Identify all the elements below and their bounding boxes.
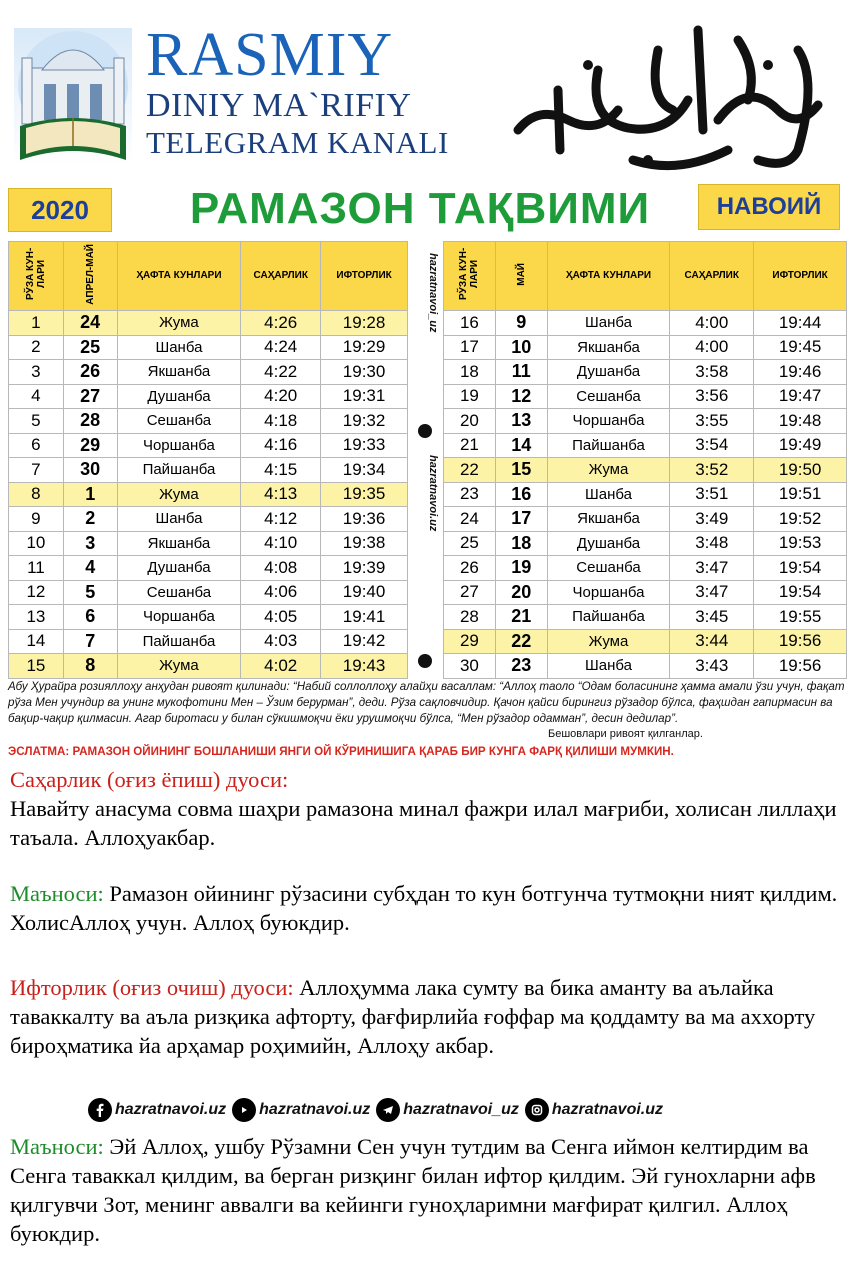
cell-fast-day: 9: [9, 507, 64, 532]
table-row: [444, 629, 847, 654]
cell-sahar: 4:02: [241, 654, 321, 679]
col-header-fast-day: РЎЗА КУН-ЛАРИ: [9, 242, 64, 311]
cell-weekday: Якшанба: [547, 335, 670, 360]
cell-iftor: 19:36: [321, 507, 408, 532]
cell-sahar: 3:49: [670, 507, 754, 532]
brand-block: [146, 21, 476, 160]
cell-sahar: 3:56: [670, 384, 754, 409]
table-row: [444, 433, 847, 458]
cell-weekday: Якшанба: [547, 507, 670, 532]
cell-iftor: 19:28: [321, 311, 408, 336]
sahar-dua-text: Навайту анасума совма шаҳри рамазона минал фажри илал мағриби, холисан лиллаҳи таъала. Аллоҳуакбар.: [10, 796, 837, 850]
cell-iftor: 19:56: [754, 629, 847, 654]
cell-fast-day: 30: [444, 654, 496, 679]
table-row: [444, 531, 847, 556]
table-row: [444, 482, 847, 507]
cell-date: 4: [63, 556, 117, 581]
cell-weekday: Чоршанба: [547, 580, 670, 605]
calendar-table-right: [443, 241, 847, 679]
cell-iftor: 19:31: [321, 384, 408, 409]
cell-weekday: Душанба: [547, 531, 670, 556]
iftor-dua-text: Аллоҳумма лака сумту ва бика аманту ва аълайка таваккалту ва аъла ризқика афторту, фағфирлийа ғоффар ма қоддамту ва ма аххорту бироҳматика йа арҳамар роҳимийн, Аллоҳу акбар.: [10, 975, 816, 1058]
cell-sahar: 4:06: [241, 580, 321, 605]
table-row: [9, 580, 408, 605]
cell-sahar: 3:51: [670, 482, 754, 507]
cell-fast-day: 19: [444, 384, 496, 409]
cell-date: 15: [495, 458, 547, 483]
cell-date: 21: [495, 605, 547, 630]
social-instagram[interactable]: [525, 1098, 663, 1122]
cell-date: 22: [495, 629, 547, 654]
table-row: [9, 433, 408, 458]
cell-fast-day: 20: [444, 409, 496, 434]
hadith-source: Бешовлари ривоят қилганлар.: [548, 728, 703, 740]
cell-date: 16: [495, 482, 547, 507]
cell-date: 1: [63, 482, 117, 507]
social-links-row: [88, 1093, 788, 1127]
cell-sahar: 4:10: [241, 531, 321, 556]
cell-sahar: 4:05: [241, 605, 321, 630]
cell-sahar: 4:24: [241, 335, 321, 360]
cell-fast-day: 15: [9, 654, 64, 679]
table-row: [9, 384, 408, 409]
cell-fast-day: 11: [9, 556, 64, 581]
social-youtube[interactable]: [232, 1098, 370, 1122]
cell-sahar: 3:58: [670, 360, 754, 385]
cell-weekday: Шанба: [547, 654, 670, 679]
cell-sahar: 4:16: [241, 433, 321, 458]
table-row: [9, 360, 408, 385]
social-facebook[interactable]: [88, 1098, 226, 1122]
cell-weekday: Пайшанба: [547, 433, 670, 458]
cell-weekday: Пайшанба: [117, 629, 241, 654]
cell-fast-day: 7: [9, 458, 64, 483]
cell-weekday: Сешанба: [117, 409, 241, 434]
cell-sahar: 3:55: [670, 409, 754, 434]
telegram-icon: [376, 1098, 400, 1122]
cell-date: 24: [63, 311, 117, 336]
hadith-text: Абу Ҳурайра розияллоҳу анҳудан ривоят қилинади: “Набий соллоллоҳу алайҳи васаллам: “Аллоҳ таоло “Одам боласининг ҳамма амали ўзи учун, фақат рўза Мен учундир ва унинг мукофотини Мен – Ўзим берурман”, деди. Рўза сақловчидир. Қачон қайси бирингиз рўзадор бўлса, фаҳшдан гапирмасин ва бақир-чақир қилмасин. Агар биротаси у билан сўкишмоқчи ёки урушмоқчи бўлса, “Мен рўзадор одамман”, десин дедилар”.: [8, 680, 845, 725]
cell-date: 13: [495, 409, 547, 434]
cell-weekday: Сешанба: [547, 384, 670, 409]
side-handle-b: hazratnavoi.uz: [427, 455, 439, 532]
iftor-meaning: [10, 1132, 846, 1248]
cell-date: 8: [63, 654, 117, 679]
youtube-icon: [232, 1098, 256, 1122]
cell-sahar: 4:20: [241, 384, 321, 409]
cell-weekday: Чоршанба: [117, 605, 241, 630]
cell-iftor: 19:44: [754, 311, 847, 336]
table-row: [444, 384, 847, 409]
calendar-note: ЭСЛАТМА: РАМАЗОН ОЙИНИНГ БОШЛАНИШИ ЯНГИ ОЙ КЎРИНИШИГА ҚАРАБ БИР КУНГА ФАРҚ ҚИЛИШИ МУМКИН.: [8, 745, 674, 758]
cell-iftor: 19:49: [754, 433, 847, 458]
table-row: [9, 482, 408, 507]
cell-iftor: 19:54: [754, 556, 847, 581]
brand-line-3: TELEGRAM KANALI: [146, 125, 449, 160]
cell-sahar: 3:52: [670, 458, 754, 483]
table-row: [444, 507, 847, 532]
col-header-sahar: САҲАРЛИК: [241, 242, 321, 311]
cell-weekday: Душанба: [117, 556, 241, 581]
col-header-date: АПРЕЛ-МАЙ: [63, 242, 117, 311]
table-row: [444, 360, 847, 385]
table-row: [444, 311, 847, 336]
year-badge: 2020: [8, 188, 112, 232]
cell-weekday: Жума: [117, 654, 241, 679]
cell-fast-day: 2: [9, 335, 64, 360]
cell-weekday: Жума: [547, 629, 670, 654]
telegram-icon: [418, 424, 432, 438]
cell-iftor: 19:45: [754, 335, 847, 360]
table-row: [9, 311, 408, 336]
col-header-weekday: ҲАФТА КУНЛАРИ: [117, 242, 241, 311]
ramadan-karim-calligraphy: [498, 10, 843, 182]
cell-iftor: 19:46: [754, 360, 847, 385]
cell-iftor: 19:56: [754, 654, 847, 679]
cell-fast-day: 16: [444, 311, 496, 336]
cell-fast-day: 22: [444, 458, 496, 483]
iftor-dua: [10, 973, 846, 1060]
cell-sahar: 3:45: [670, 605, 754, 630]
table-row: [9, 335, 408, 360]
cell-date: 5: [63, 580, 117, 605]
cell-fast-day: 3: [9, 360, 64, 385]
cell-date: 10: [495, 335, 547, 360]
table-row: [444, 605, 847, 630]
cell-weekday: Пайшанба: [547, 605, 670, 630]
table-row: [9, 654, 408, 679]
col-header-weekday: ҲАФТА КУНЛАРИ: [547, 242, 670, 311]
cell-weekday: Пайшанба: [117, 458, 241, 483]
cell-iftor: 19:38: [321, 531, 408, 556]
cell-iftor: 19:34: [321, 458, 408, 483]
cell-date: 20: [495, 580, 547, 605]
facebook-icon: [88, 1098, 112, 1122]
cell-sahar: 4:26: [241, 311, 321, 336]
cell-sahar: 4:13: [241, 482, 321, 507]
cell-fast-day: 27: [444, 580, 496, 605]
instagram-icon: [525, 1098, 549, 1122]
cell-date: 11: [495, 360, 547, 385]
table-row: [9, 507, 408, 532]
cell-fast-day: 5: [9, 409, 64, 434]
table-row: [444, 335, 847, 360]
cell-weekday: Сешанба: [117, 580, 241, 605]
cell-sahar: 3:47: [670, 556, 754, 581]
cell-fast-day: 23: [444, 482, 496, 507]
cell-fast-day: 1: [9, 311, 64, 336]
cell-date: 19: [495, 556, 547, 581]
cell-fast-day: 6: [9, 433, 64, 458]
social-facebook-label: hazratnavoi.uz: [115, 1101, 227, 1118]
cell-weekday: Жума: [117, 311, 241, 336]
cell-fast-day: 17: [444, 335, 496, 360]
iftor-meaning-text: Эй Аллоҳ, ушбу Рўзамни Сен учун тутдим ва Сенга иймон келтирдим ва Сенга таваккал қилдим, ва берган ризқинг билан ифтор қилдим. Эй гунохларни афв қилгувчи Зот, менинг аввалги ва кейинги гуноҳларимни мағфират қилгил. Аллоҳ буюкдир.: [10, 1134, 816, 1246]
cell-weekday: Якшанба: [117, 531, 241, 556]
cell-date: 9: [495, 311, 547, 336]
col-header-iftor: ИФТОРЛИК: [754, 242, 847, 311]
cell-iftor: 19:50: [754, 458, 847, 483]
col-header-sahar: САҲАРЛИК: [670, 242, 754, 311]
cell-fast-day: 4: [9, 384, 64, 409]
cell-weekday: Шанба: [117, 335, 241, 360]
cell-sahar: 3:43: [670, 654, 754, 679]
cell-sahar: 3:48: [670, 531, 754, 556]
cell-fast-day: 18: [444, 360, 496, 385]
cell-weekday: Чоршанба: [117, 433, 241, 458]
cell-fast-day: 25: [444, 531, 496, 556]
cell-weekday: Душанба: [547, 360, 670, 385]
social-side-strip: [410, 241, 440, 671]
cell-iftor: 19:35: [321, 482, 408, 507]
sahar-meaning-label: Маъноси:: [10, 881, 104, 906]
cell-date: 3: [63, 531, 117, 556]
cell-iftor: 19:47: [754, 384, 847, 409]
cell-sahar: 4:22: [241, 360, 321, 385]
cell-fast-day: 21: [444, 433, 496, 458]
cell-fast-day: 10: [9, 531, 64, 556]
table-row: [9, 556, 408, 581]
cell-weekday: Шанба: [117, 507, 241, 532]
cell-iftor: 19:51: [754, 482, 847, 507]
social-instagram-label: hazratnavoi.uz: [551, 1101, 664, 1118]
cell-weekday: Душанба: [117, 384, 241, 409]
table-row: [9, 409, 408, 434]
cell-iftor: 19:30: [321, 360, 408, 385]
table-row: [9, 531, 408, 556]
sahar-meaning: [10, 879, 846, 937]
cell-fast-day: 12: [9, 580, 64, 605]
cell-fast-day: 14: [9, 629, 64, 654]
cell-sahar: 4:15: [241, 458, 321, 483]
cell-date: 2: [63, 507, 117, 532]
cell-iftor: 19:54: [754, 580, 847, 605]
col-header-iftor: ИФТОРЛИК: [321, 242, 408, 311]
cell-weekday: Якшанба: [117, 360, 241, 385]
cell-iftor: 19:33: [321, 433, 408, 458]
cell-weekday: Жума: [117, 482, 241, 507]
cell-sahar: 4:18: [241, 409, 321, 434]
cell-sahar: 3:54: [670, 433, 754, 458]
cell-date: 6: [63, 605, 117, 630]
cell-sahar: 4:08: [241, 556, 321, 581]
cell-weekday: Сешанба: [547, 556, 670, 581]
brand-line-1: RASMIY: [146, 21, 394, 89]
cell-iftor: 19:48: [754, 409, 847, 434]
table-row: [9, 458, 408, 483]
social-telegram[interactable]: [376, 1098, 519, 1122]
cell-iftor: 19:32: [321, 409, 408, 434]
cell-weekday: Шанба: [547, 311, 670, 336]
facebook-icon: [418, 654, 432, 668]
cell-fast-day: 28: [444, 605, 496, 630]
city-badge: НАВОИЙ: [698, 184, 840, 230]
iftor-meaning-label: Маъноси:: [10, 1134, 104, 1159]
social-youtube-label: hazratnavoi.uz: [259, 1101, 371, 1118]
cell-date: 30: [63, 458, 117, 483]
cell-date: 29: [63, 433, 117, 458]
cell-sahar: 3:44: [670, 629, 754, 654]
table-row: [444, 458, 847, 483]
cell-iftor: 19:55: [754, 605, 847, 630]
cell-weekday: Чоршанба: [547, 409, 670, 434]
mosque-book-logo: [14, 28, 132, 164]
col-header-date: МАЙ: [495, 242, 547, 311]
cell-iftor: 19:39: [321, 556, 408, 581]
cell-fast-day: 24: [444, 507, 496, 532]
cell-date: 26: [63, 360, 117, 385]
sahar-dua-title: Саҳарлик (оғиз ёпиш) дуоси:: [10, 767, 289, 792]
cell-iftor: 19:53: [754, 531, 847, 556]
cell-sahar: 4:00: [670, 335, 754, 360]
cell-fast-day: 13: [9, 605, 64, 630]
table-row: [444, 654, 847, 679]
cell-sahar: 4:03: [241, 629, 321, 654]
col-header-fast-day: РЎЗА КУН-ЛАРИ: [444, 242, 496, 311]
cell-date: 23: [495, 654, 547, 679]
social-telegram-label: hazratnavoi_uz: [403, 1101, 519, 1118]
cell-weekday: Шанба: [547, 482, 670, 507]
cell-iftor: 19:41: [321, 605, 408, 630]
cell-iftor: 19:52: [754, 507, 847, 532]
cell-sahar: 4:00: [670, 311, 754, 336]
cell-iftor: 19:42: [321, 629, 408, 654]
brand-line-2: DINIY MA`RIFIY: [146, 87, 412, 124]
cell-sahar: 3:47: [670, 580, 754, 605]
cell-date: 17: [495, 507, 547, 532]
cell-iftor: 19:29: [321, 335, 408, 360]
cell-iftor: 19:40: [321, 580, 408, 605]
sahar-meaning-text: Рамазон ойининг рўзасини субҳдан то кун ботгунча тутмоқни ният қилдим. ХолисАллоҳ учун. Аллоҳ буюкдир.: [10, 881, 838, 935]
cell-date: 14: [495, 433, 547, 458]
cell-fast-day: 26: [444, 556, 496, 581]
cell-iftor: 19:43: [321, 654, 408, 679]
cell-date: 25: [63, 335, 117, 360]
iftor-dua-title: Ифторлик (оғиз очиш) дуоси:: [10, 975, 294, 1000]
cell-sahar: 4:12: [241, 507, 321, 532]
table-row: [444, 556, 847, 581]
cell-date: 12: [495, 384, 547, 409]
page-title: РАМАЗОН ТАҚВИМИ: [189, 184, 651, 233]
cell-fast-day: 29: [444, 629, 496, 654]
cell-date: 7: [63, 629, 117, 654]
table-row: [9, 605, 408, 630]
table-row: [444, 409, 847, 434]
cell-date: 28: [63, 409, 117, 434]
cell-date: 18: [495, 531, 547, 556]
table-row: [444, 580, 847, 605]
table-row: [9, 629, 408, 654]
cell-weekday: Жума: [547, 458, 670, 483]
cell-fast-day: 8: [9, 482, 64, 507]
side-handle-a: hazratnavoi_uz: [427, 253, 439, 333]
cell-date: 27: [63, 384, 117, 409]
calendar-table-left: [8, 241, 408, 679]
